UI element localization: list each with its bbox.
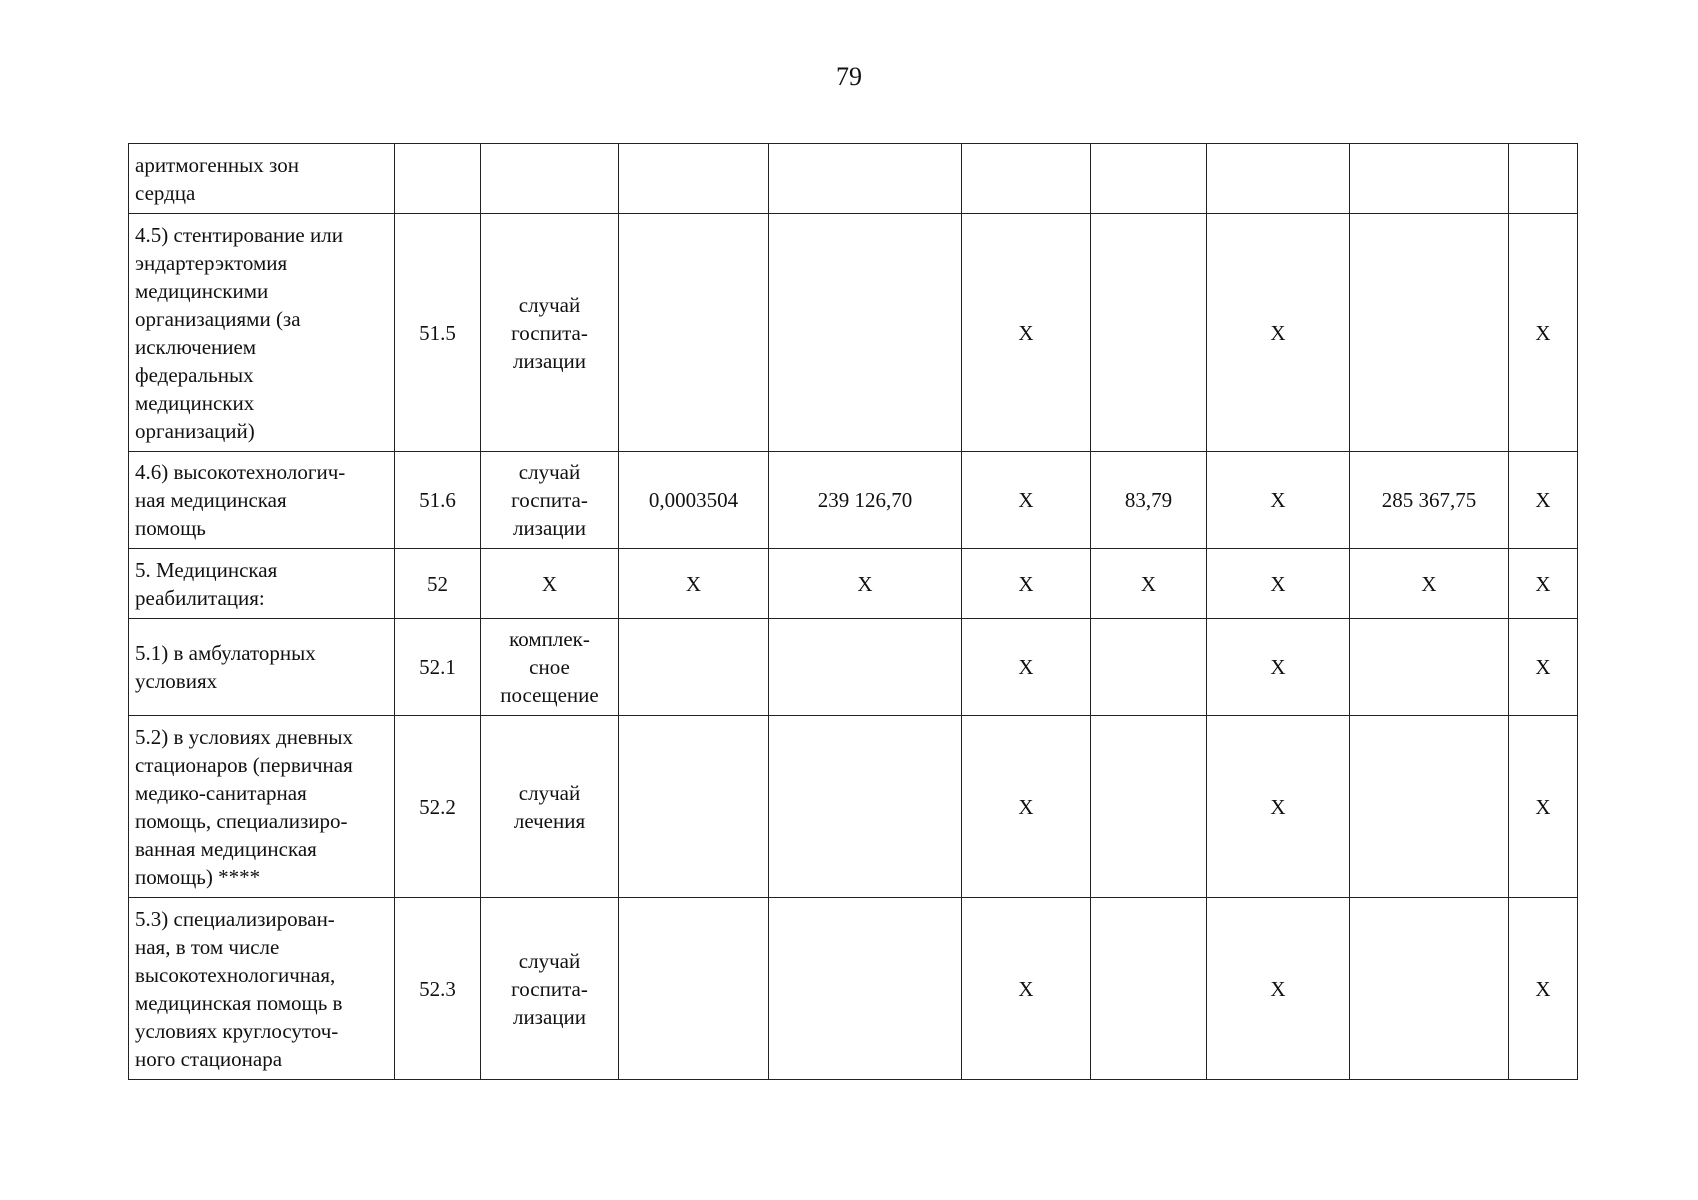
value-cell-c6: X: [962, 716, 1091, 898]
indicator-name-line: медико-санитарная: [135, 780, 307, 805]
indicator-name-line: медицинская помощь в: [135, 990, 343, 1015]
value-cell-c4: [619, 214, 769, 452]
data-table: [128, 143, 1578, 1080]
value-cell-c6: X: [962, 549, 1091, 619]
value-cell-c7: X: [1091, 549, 1207, 619]
indicator-name-line: организациями (за: [135, 306, 301, 331]
row-number-cell: 52.1: [395, 619, 481, 716]
value-cell-c5: [769, 716, 962, 898]
value-cell-c9: [1350, 144, 1509, 214]
value-cell-c5: [769, 619, 962, 716]
value-cell-c10: X: [1509, 549, 1578, 619]
row-number-cell: 51.6: [395, 452, 481, 549]
unit-cell: [481, 619, 619, 716]
unit-line: лечения: [513, 808, 586, 833]
indicator-name-cell: [129, 898, 395, 1080]
indicator-name-line: 5.1) в амбулаторных: [135, 641, 316, 665]
indicator-name-line: помощь: [135, 516, 206, 540]
indicator-name-line: помощь, специализиро-: [135, 808, 348, 833]
table-body: [129, 144, 1578, 1080]
value-cell-c9: [1350, 716, 1509, 898]
value-cell-c6: X: [962, 898, 1091, 1080]
indicator-name-cell: [129, 716, 395, 898]
unit-cell: [481, 214, 619, 452]
indicator-name-line: условиях: [135, 669, 218, 693]
table-row: [129, 716, 1578, 898]
unit-line: посещение: [500, 683, 599, 707]
unit-line: X: [541, 571, 558, 596]
unit-line: случай: [518, 460, 581, 484]
value-cell-c5: 239 126,70: [769, 452, 962, 549]
indicator-name-cell: [129, 619, 395, 716]
indicator-name-cell: [129, 452, 395, 549]
indicator-name-line: стационаров (первичная: [135, 752, 353, 777]
value-cell-c4: 0,0003504: [619, 452, 769, 549]
value-cell-c8: [1207, 144, 1350, 214]
indicator-name-line: ная, в том числе: [135, 934, 280, 959]
table-row: [129, 452, 1578, 549]
unit-line: госпита-: [511, 320, 588, 345]
value-cell-c10: X: [1509, 619, 1578, 716]
page-number: 79: [836, 62, 862, 91]
unit-cell: [481, 452, 619, 549]
indicator-name-line: аритмогенных зон: [135, 152, 299, 177]
indicator-name-line: эндартерэктомия: [135, 250, 288, 275]
unit-line: случай: [518, 292, 581, 317]
unit-line: госпита-: [511, 488, 588, 512]
value-cell-c5: [769, 144, 962, 214]
value-cell-c8: X: [1207, 452, 1350, 549]
value-cell-c7: [1091, 214, 1207, 452]
value-cell-c4: [619, 716, 769, 898]
value-cell-c5: [769, 898, 962, 1080]
unit-line: лизации: [512, 516, 587, 540]
value-cell-c6: X: [962, 619, 1091, 716]
table-row: [129, 549, 1578, 619]
value-cell-c4: [619, 898, 769, 1080]
unit-line: лизации: [512, 1004, 587, 1029]
unit-cell: [481, 144, 619, 214]
value-cell-c9: [1350, 214, 1509, 452]
value-cell-c4: [619, 144, 769, 214]
indicator-name-line: ного стационара: [135, 1046, 283, 1071]
unit-line: госпита-: [511, 976, 588, 1001]
indicator-name-line: федеральных: [135, 362, 254, 387]
unit-line: случай: [518, 780, 581, 805]
value-cell-c7: [1091, 144, 1207, 214]
value-cell-c4: [619, 619, 769, 716]
value-cell-c9: 285 367,75: [1350, 452, 1509, 549]
indicator-name-line: исключением: [135, 334, 257, 359]
value-cell-c5: [769, 214, 962, 452]
indicator-name-cell: [129, 549, 395, 619]
row-number-cell: 52.2: [395, 716, 481, 898]
unit-cell: [481, 898, 619, 1080]
value-cell-c6: [962, 144, 1091, 214]
value-cell-c10: [1509, 144, 1578, 214]
unit-line: сное: [529, 655, 570, 679]
value-cell-c6: X: [962, 214, 1091, 452]
indicator-name-line: 5. Медицинская: [135, 557, 278, 582]
table-row: [129, 214, 1578, 452]
value-cell-c8: X: [1207, 549, 1350, 619]
indicator-name-line: ная медицинская: [135, 488, 287, 512]
value-cell-c8: X: [1207, 898, 1350, 1080]
table-row: [129, 144, 1578, 214]
unit-line: случай: [518, 948, 581, 973]
unit-line: лизации: [512, 348, 587, 373]
row-number-cell: 52: [395, 549, 481, 619]
value-cell-c7: [1091, 716, 1207, 898]
indicator-name-line: помощь) ****: [135, 864, 261, 889]
value-cell-c10: X: [1509, 214, 1578, 452]
value-cell-c9: [1350, 898, 1509, 1080]
value-cell-c10: X: [1509, 716, 1578, 898]
indicator-name-line: 5.3) специализирован-: [135, 906, 335, 931]
indicator-name-line: ванная медицинская: [135, 836, 317, 861]
indicator-name-line: организаций): [135, 418, 255, 443]
indicator-name-line: условиях круглосуточ-: [135, 1018, 339, 1043]
unit-cell: [481, 549, 619, 619]
indicator-name-cell: [129, 214, 395, 452]
value-cell-c4: X: [619, 549, 769, 619]
value-cell-c7: [1091, 619, 1207, 716]
indicator-name-line: 5.2) в условиях дневных: [135, 724, 354, 749]
value-cell-c7: [1091, 898, 1207, 1080]
indicator-name-line: 4.6) высокотехнологич-: [135, 460, 346, 484]
indicator-name-line: высокотехнологичная,: [135, 962, 336, 987]
value-cell-c5: X: [769, 549, 962, 619]
value-cell-c9: [1350, 619, 1509, 716]
table-row: [129, 898, 1578, 1080]
row-number-cell: 51.5: [395, 214, 481, 452]
value-cell-c7: 83,79: [1091, 452, 1207, 549]
indicator-name-line: 4.5) стентирование или: [135, 222, 343, 247]
indicator-name-line: сердца: [135, 180, 196, 205]
value-cell-c8: X: [1207, 716, 1350, 898]
value-cell-c6: X: [962, 452, 1091, 549]
indicator-name-line: реабилитация:: [135, 585, 265, 610]
indicator-name-line: медицинскими: [135, 278, 269, 303]
value-cell-c8: X: [1207, 619, 1350, 716]
row-number-cell: 52.3: [395, 898, 481, 1080]
indicator-name-line: медицинских: [135, 390, 255, 415]
unit-cell: [481, 716, 619, 898]
unit-line: комплек-: [509, 627, 590, 651]
table-row: [129, 619, 1578, 716]
value-cell-c8: X: [1207, 214, 1350, 452]
value-cell-c9: X: [1350, 549, 1509, 619]
row-number-cell: [395, 144, 481, 214]
indicator-name-cell: [129, 144, 395, 214]
value-cell-c10: X: [1509, 898, 1578, 1080]
value-cell-c10: X: [1509, 452, 1578, 549]
